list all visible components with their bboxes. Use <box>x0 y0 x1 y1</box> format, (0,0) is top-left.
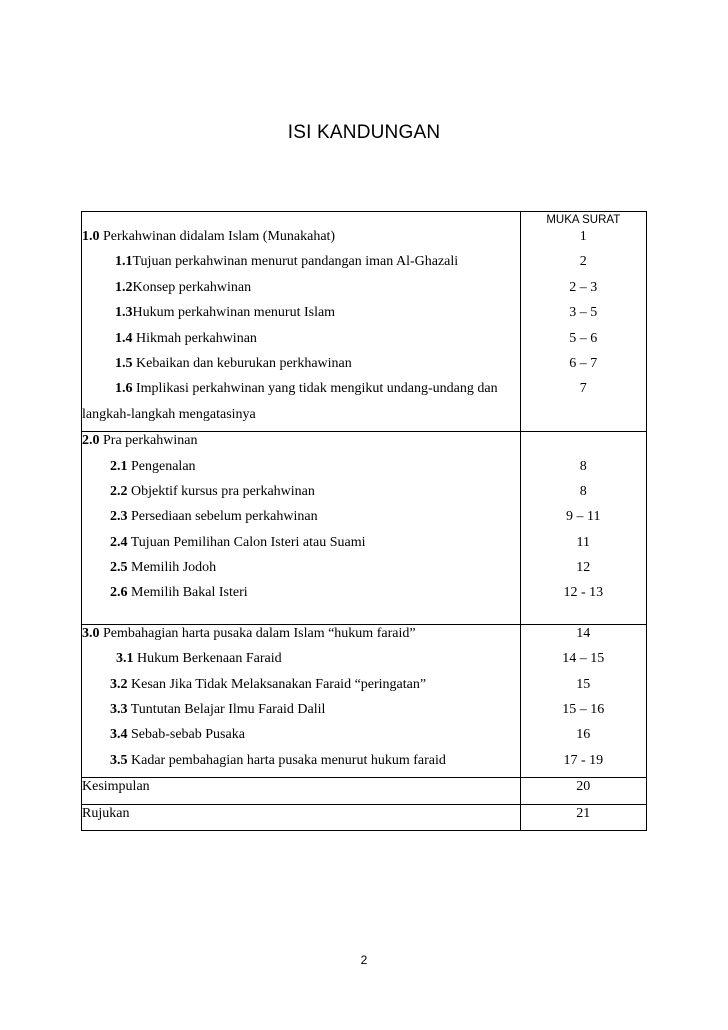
toc-entry <box>82 650 520 675</box>
toc-entry <box>82 625 520 650</box>
entry-text: Implikasi perkahwinan yang tidak mengikut undang-undang dan <box>132 381 498 397</box>
table-header-row <box>82 212 647 229</box>
toc-entry <box>82 253 520 278</box>
page-ref: 5 – 6 <box>569 330 598 346</box>
entry-number: 2.2 <box>110 483 128 499</box>
entry-text: Rujukan <box>82 805 130 821</box>
toc-entry <box>82 483 520 508</box>
entry-text: Tuntutan Belajar Ilmu Faraid Dalil <box>127 702 326 718</box>
entry-text: Pra perkahwinan <box>99 433 198 449</box>
page-ref: 21 <box>576 805 591 821</box>
toc-entry <box>82 508 520 533</box>
toc-conclusion-row <box>82 778 647 804</box>
toc-references-row <box>82 804 647 830</box>
page-column-header: MUKA SURAT <box>520 212 646 229</box>
entry-text: Kesan Jika Tidak Melaksanakan Faraid “peringatan” <box>127 676 427 692</box>
toc-entry <box>82 584 520 609</box>
toc-entry <box>82 534 520 559</box>
entry-number: 2.0 <box>82 433 100 449</box>
toc-entry <box>82 304 520 329</box>
entry-text: Memilih Jodoh <box>127 560 217 576</box>
toc-entry <box>82 432 520 457</box>
page-ref: 2 <box>579 254 587 270</box>
page-number: 2 <box>360 953 368 967</box>
page-ref: 8 <box>579 483 587 499</box>
entry-number: 1.4 <box>115 330 133 346</box>
entry-number: 1.5 <box>115 355 133 371</box>
table-of-contents <box>81 211 647 831</box>
entry-text: Kebaikan dan keburukan perkhawinan <box>132 355 352 371</box>
page-ref: 7 <box>579 381 587 397</box>
entry-text: Hukum perkahwinan menurut Islam <box>132 305 336 321</box>
page-ref: 11 <box>576 534 591 550</box>
page-ref: 15 – 16 <box>562 702 605 718</box>
entry-number: 1.3 <box>115 305 133 321</box>
page-ref: 6 – 7 <box>569 355 598 371</box>
entry-number: 3.4 <box>110 727 128 743</box>
entry-number: 1.0 <box>82 229 100 244</box>
entry-number: 2.6 <box>110 585 128 601</box>
entry-text: Objektif kursus pra perkahwinan <box>127 483 315 499</box>
page-ref: 1 <box>579 229 587 244</box>
entry-number: 2.3 <box>110 509 128 525</box>
entry-number: 3.0 <box>82 625 100 641</box>
entry-number: 2.4 <box>110 534 128 550</box>
entry-text: Pengenalan <box>127 458 196 474</box>
toc-section-3 <box>82 624 647 777</box>
entry-number: 3.1 <box>116 651 134 667</box>
entry-number: 3.2 <box>110 676 128 692</box>
page-ref: 9 – 11 <box>566 509 601 525</box>
page-ref: 17 - 19 <box>563 752 604 768</box>
toc-entry <box>82 752 520 777</box>
entry-number: 2.5 <box>110 560 128 576</box>
toc-entry <box>82 458 520 483</box>
page-ref: 14 – 15 <box>562 651 605 667</box>
entry-text: Kadar pembahagian harta pusaka menurut hukum faraid <box>127 752 446 768</box>
page-title: ISI KANDUNGAN <box>287 122 441 143</box>
page-ref: 20 <box>576 779 591 795</box>
toc-entry <box>82 228 520 253</box>
toc-entry <box>82 701 520 726</box>
toc-entry <box>82 676 520 701</box>
toc-entry <box>82 559 520 584</box>
entry-text: Persediaan sebelum perkahwinan <box>127 509 318 525</box>
toc-section-2 <box>82 432 647 625</box>
toc-entry <box>82 726 520 751</box>
page-ref: 3 – 5 <box>569 305 598 321</box>
page-ref: 12 - 13 <box>563 585 604 601</box>
toc-entry <box>82 279 520 304</box>
entry-number: 1.1 <box>115 254 133 270</box>
page-ref: 12 <box>576 560 591 576</box>
toc-section-1 <box>82 228 647 432</box>
entry-number: 1.2 <box>115 279 133 295</box>
entry-number: 1.6 <box>115 381 133 397</box>
entry-number: 3.5 <box>110 752 128 768</box>
entry-text: Tujuan perkahwinan menurut pandangan iman Al-Ghazali <box>132 254 459 270</box>
page-ref: 2 – 3 <box>569 279 598 295</box>
entry-text: Perkahwinan didalam Islam (Munakahat) <box>99 229 336 244</box>
page-ref <box>521 432 646 457</box>
entry-text: Pembahagian harta pusaka dalam Islam “hukum faraid” <box>99 625 416 641</box>
toc-entry <box>82 330 520 355</box>
page-ref: 15 <box>576 676 591 692</box>
entry-text: Konsep perkahwinan <box>132 279 252 295</box>
entry-text: Tujuan Pemilihan Calon Isteri atau Suami <box>127 534 366 550</box>
toc-entry <box>82 380 520 405</box>
page-ref: 8 <box>579 458 587 474</box>
entry-text: Memilih Bakal Isteri <box>127 585 248 601</box>
entry-number: 3.3 <box>110 702 128 718</box>
entry-number: 2.1 <box>110 458 128 474</box>
toc-entry <box>82 355 520 380</box>
toc-entry-continuation: langkah-langkah mengatasinya <box>82 406 256 422</box>
entry-text: Kesimpulan <box>82 779 150 795</box>
page-ref: 14 <box>576 625 591 641</box>
page-ref: 16 <box>576 727 591 743</box>
entry-text: Hukum Berkenaan Faraid <box>133 651 282 667</box>
entry-text: Sebab-sebab Pusaka <box>127 727 245 743</box>
entry-text: Hikmah perkahwinan <box>132 330 257 346</box>
